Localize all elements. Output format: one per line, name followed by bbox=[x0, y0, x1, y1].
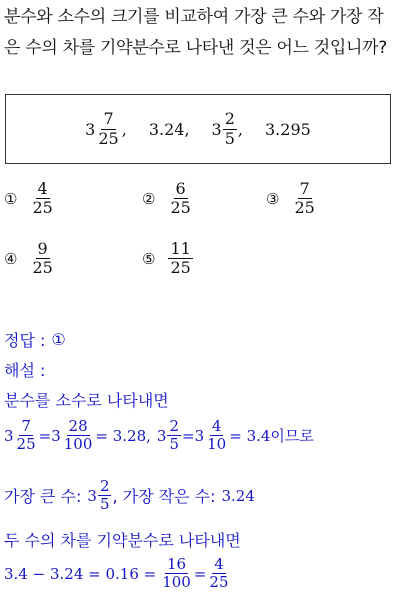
fraction bbox=[167, 418, 181, 454]
text: , 가장 작은 수: bbox=[112, 487, 216, 507]
equals-sign: = bbox=[38, 426, 52, 445]
whole-part: 3 bbox=[51, 426, 61, 445]
choice-fraction bbox=[292, 180, 316, 218]
denominator: 100 bbox=[162, 573, 191, 592]
answer-value: ① bbox=[51, 330, 66, 349]
decimal-2: 3.295 bbox=[265, 119, 311, 139]
explanation-equation-1 bbox=[4, 418, 314, 454]
denominator: 25 bbox=[209, 573, 229, 592]
denominator: 10 bbox=[207, 435, 227, 454]
choice-4[interactable] bbox=[4, 240, 56, 278]
explanation-equation-2 bbox=[4, 556, 232, 592]
numerator: 4 bbox=[37, 179, 48, 198]
numerator: 7 bbox=[299, 179, 310, 198]
numerator: 7 bbox=[103, 109, 114, 129]
equals-sign: = bbox=[182, 426, 195, 445]
fraction bbox=[96, 110, 120, 148]
choice-fraction bbox=[30, 240, 54, 278]
whole-part: 3 bbox=[156, 426, 167, 445]
fraction bbox=[207, 556, 230, 592]
answer-line bbox=[4, 328, 66, 351]
whole-part: 3 bbox=[211, 119, 222, 139]
whole-part: 3 bbox=[4, 426, 14, 445]
fraction bbox=[15, 418, 38, 454]
explanation-label: 해설 : bbox=[4, 361, 46, 380]
numerator: 2 bbox=[99, 477, 110, 495]
question-text: 분수와 소수의 크기를 비교하여 가장 큰 수와 가장 작은 수의 차를 기약분수로 나타낸 것은 어느 것입니까? bbox=[4, 7, 388, 58]
numerator: 2 bbox=[224, 109, 235, 129]
choice-marker: ③ bbox=[266, 189, 280, 208]
mixed-number-2 bbox=[212, 110, 243, 148]
denominator: 25 bbox=[294, 198, 315, 218]
whole-part: 3 bbox=[87, 486, 97, 505]
numerator: 6 bbox=[175, 179, 186, 198]
numerator: 7 bbox=[21, 417, 31, 435]
choice-fraction bbox=[168, 180, 192, 218]
numerator: 4 bbox=[211, 417, 222, 435]
denominator: 25 bbox=[170, 258, 191, 278]
numerator: 28 bbox=[68, 417, 88, 435]
equation-text: = 3.4이므로 bbox=[229, 427, 314, 446]
answer-label: 정답 : bbox=[4, 331, 46, 350]
fraction bbox=[160, 556, 193, 592]
choice-2[interactable] bbox=[142, 180, 194, 218]
choice-fraction bbox=[168, 240, 192, 278]
fraction bbox=[205, 418, 228, 454]
separator: , bbox=[121, 119, 127, 139]
choice-fraction bbox=[30, 180, 54, 218]
choice-marker: ② bbox=[142, 189, 156, 208]
fraction bbox=[223, 110, 237, 148]
explanation-line-1: 분수를 소수로 나타내면 bbox=[4, 391, 169, 410]
denominator: 25 bbox=[98, 128, 119, 148]
text: 가장 큰 수: bbox=[4, 487, 82, 507]
explanation-line-4: 두 수의 차를 기약분수로 나타내면 bbox=[4, 531, 241, 550]
denominator: 100 bbox=[63, 435, 93, 454]
fraction bbox=[62, 418, 95, 454]
numerator: 11 bbox=[170, 239, 191, 258]
numerator: 2 bbox=[169, 417, 180, 435]
explanation-line-3 bbox=[4, 478, 255, 514]
denominator: 25 bbox=[16, 435, 36, 454]
choice-3[interactable] bbox=[266, 180, 318, 218]
mixed-number-1 bbox=[85, 110, 127, 148]
number-box bbox=[5, 94, 391, 164]
fraction bbox=[98, 478, 112, 514]
choice-marker: ⑤ bbox=[142, 249, 156, 268]
separator: , bbox=[237, 119, 243, 139]
choice-5[interactable] bbox=[142, 240, 194, 278]
whole-part: 3 bbox=[194, 426, 205, 445]
numerator: 16 bbox=[166, 555, 187, 573]
denominator: 25 bbox=[32, 198, 53, 218]
denominator: 5 bbox=[169, 435, 180, 454]
choice-1[interactable] bbox=[4, 180, 56, 218]
equals-sign: = bbox=[193, 564, 207, 583]
denominator: 25 bbox=[32, 258, 53, 278]
value: 3.24 bbox=[221, 486, 255, 505]
equation-text: = 3.28, bbox=[95, 426, 151, 445]
decimal-1: 3.24, bbox=[148, 119, 190, 139]
equation-text: 3.4 − 3.24 = 0.16 = bbox=[4, 564, 157, 583]
denominator: 5 bbox=[99, 495, 110, 514]
denominator: 5 bbox=[224, 128, 235, 148]
choice-marker: ④ bbox=[4, 249, 18, 268]
numerator: 4 bbox=[214, 555, 224, 573]
whole-part: 3 bbox=[85, 119, 96, 139]
denominator: 25 bbox=[170, 198, 191, 218]
numerator: 9 bbox=[37, 239, 48, 258]
choice-marker: ① bbox=[4, 189, 18, 208]
